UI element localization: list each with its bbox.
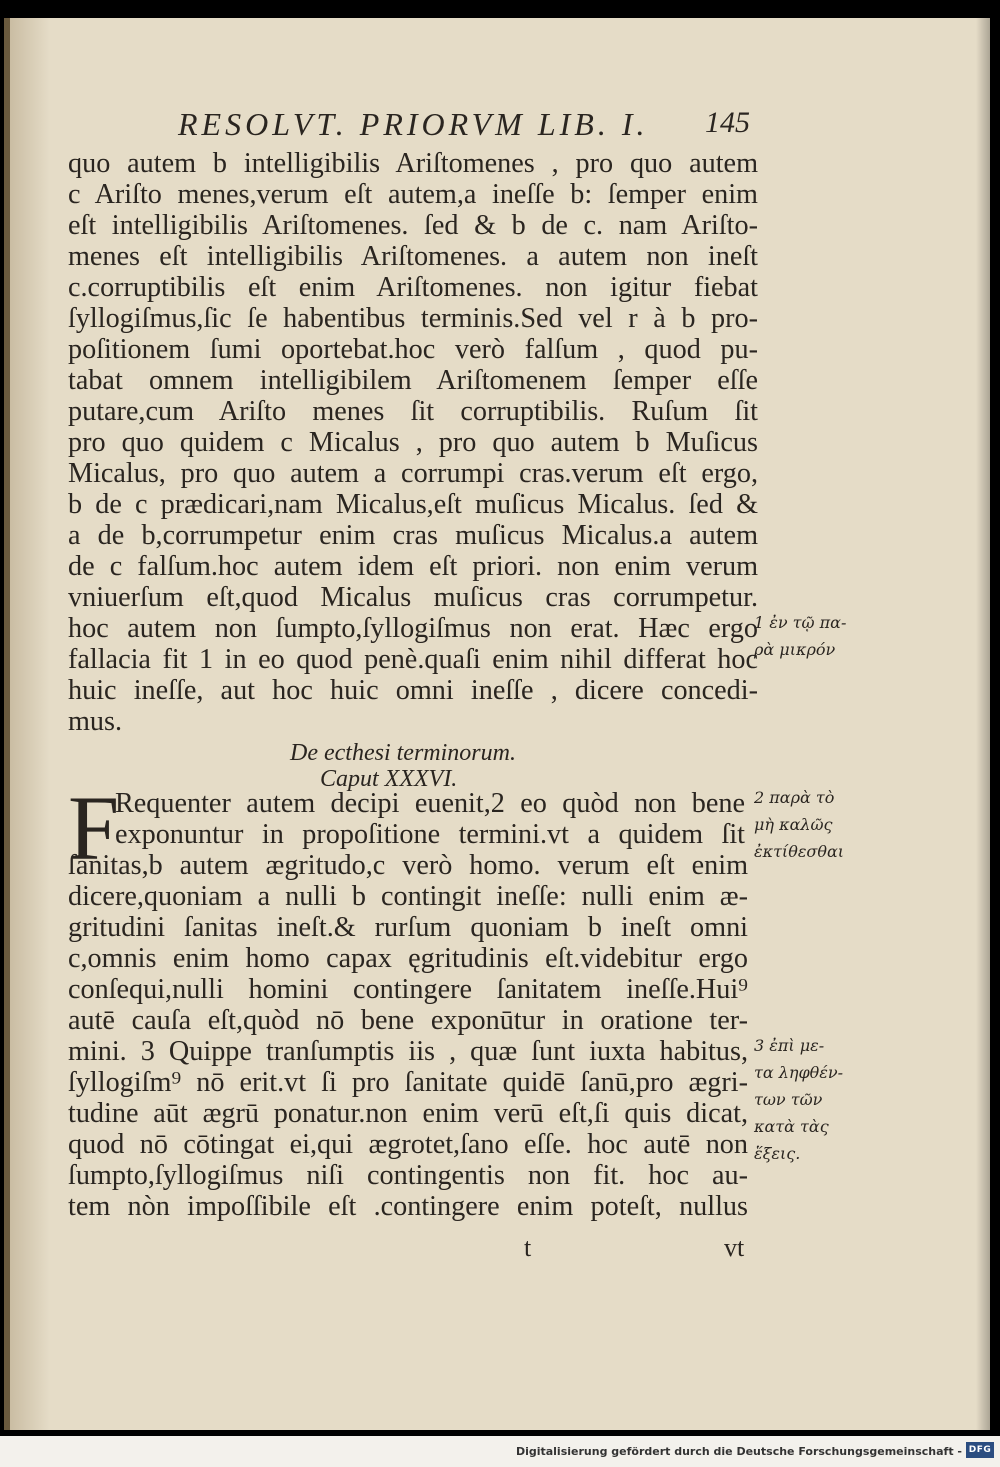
margin-note: κατὰ τὰς bbox=[754, 1117, 829, 1136]
text-line: pro quo quidem c Micalus , pro quo autem b Muſicus bbox=[68, 427, 758, 458]
text-line: huic ineſſe, aut hoc huic omni ineſſe , dicere concedi- bbox=[68, 675, 758, 706]
text-line: ſyllogiſmus,ſic ſe habentibus terminis.Sed vel r à b pro- bbox=[68, 303, 758, 334]
footer-bar bbox=[0, 1436, 1000, 1467]
running-title: RESOLVT. PRIORVM LIB. I. bbox=[178, 106, 649, 142]
text-line: de c falſum.hoc autem idem eſt priori. non enim verum bbox=[68, 551, 758, 582]
text-line: dicere,quoniam a nulli b contingit ineſſe: nulli enim æ- bbox=[68, 881, 748, 912]
text-line: fallacia fit 1 in eo quod penè.quaſi enim nihil differat hoc bbox=[68, 644, 758, 675]
section-title: De ecthesi terminorum. bbox=[290, 740, 516, 766]
text-line: b de c prædicari,nam Micalus,eſt muſicus Micalus. ſed & bbox=[68, 489, 758, 520]
text-line: ſanitas,b autem ægritudo,c verò homo. verum eſt enim bbox=[68, 850, 748, 881]
margin-note: ἐκτίθεσθαι bbox=[754, 842, 845, 861]
text-line: c.corruptibilis eſt enim Ariſtomenes. non igitur fiebat bbox=[68, 272, 758, 303]
text-line: quod nō cōtingat ei,qui ægrotet,ſano eſſe. hoc autē non bbox=[68, 1129, 748, 1160]
margin-note: 1 ἐν τῷ πα- bbox=[754, 613, 847, 632]
text-line: poſitionem ſumi oportebat.hoc verò falſum , quod pu- bbox=[68, 334, 758, 365]
funding-credit: Digitalisierung gefördert durch die Deutsche Forschungsgemeinschaft - bbox=[515, 1445, 962, 1458]
text-line: exponuntur in propoſitione termini.vt a quidem ſit bbox=[115, 819, 745, 850]
text-line: tem nòn impoſſibile eſt .contingere enim poteſt, nullus bbox=[68, 1191, 748, 1222]
margin-note: τα ληφθέν- bbox=[754, 1063, 844, 1082]
drop-cap: F bbox=[68, 777, 120, 879]
text-line: conſequi,nulli homini contingere ſanitatem ineſſe.Hui⁹ bbox=[68, 974, 748, 1005]
dfg-logo: DFG bbox=[966, 1442, 994, 1458]
text-line: c Ariſto menes,verum eſt autem,a ineſſe b: ſemper enim bbox=[68, 179, 758, 210]
margin-note: μὴ καλῶς bbox=[754, 815, 833, 834]
text-line: eſt intelligibilis Ariſtomenes. ſed & b de c. nam Ariſto- bbox=[68, 210, 758, 241]
text-line: putare,cum Ariſto menes ſit corruptibilis. Ruſum ſit bbox=[68, 396, 758, 427]
text-line: gritudini ſanitas ineſt.& rurſum quoniam b ineſt omni bbox=[68, 912, 748, 943]
signature-mark: t bbox=[524, 1233, 532, 1262]
page-number: 145 bbox=[705, 106, 750, 139]
text-line: tudine aūt ægrū ponatur.non enim verū eſt,ſi quis dicat, bbox=[68, 1098, 748, 1129]
text-line: quo autem b intelligibilis Ariſtomenes , pro quo autem bbox=[68, 148, 758, 179]
catchword: vt bbox=[724, 1233, 745, 1262]
text-line: autē cauſa eſt,quòd nō bene exponūtur in oratione ter- bbox=[68, 1005, 748, 1036]
book-page bbox=[4, 18, 990, 1430]
text-line: ſumpto,ſyllogiſmus niſi contingentis non fit. hoc au- bbox=[68, 1160, 748, 1191]
chapter-heading: Caput XXXVI. bbox=[320, 766, 458, 792]
margin-note: 3 ἐπὶ με- bbox=[754, 1036, 825, 1055]
text-line: vniuerſum eſt,quod Micalus muſicus cras corrumpetur. bbox=[68, 582, 758, 613]
margin-note: των τῶν bbox=[754, 1090, 823, 1109]
text-line: menes eſt intelligibilis Ariſtomenes. a autem non ineſt bbox=[68, 241, 758, 272]
text-line: ſyllogiſm⁹ nō erit.vt ſi pro ſanitate quidē ſanū,pro ægri- bbox=[68, 1067, 748, 1098]
text-line: mus. bbox=[68, 706, 123, 737]
text-line: c,omnis enim homo capax ęgritudinis eſt.videbitur ergo bbox=[68, 943, 748, 974]
margin-note: ρὰ μικρόν bbox=[754, 640, 836, 659]
text-line: a de b,corrumpetur enim cras muſicus Micalus.a autem bbox=[68, 520, 758, 551]
text-line: mini. 3 Quippe tranſumptis iis , quæ ſunt iuxta habitus, bbox=[68, 1036, 748, 1067]
text-line: Micalus, pro quo autem a corrumpi cras.verum eſt ergo, bbox=[68, 458, 758, 489]
text-line: tabat omnem intelligibilem Ariſtomenem ſemper eſſe bbox=[68, 365, 758, 396]
text-line: Requenter autem decipi euenit,2 eo quòd non bene bbox=[115, 788, 745, 819]
margin-note: ἕξεις. bbox=[754, 1144, 801, 1163]
text-line: hoc autem non ſumpto,ſyllogiſmus non erat. Hæc ergo bbox=[68, 613, 758, 644]
margin-note: 2 παρὰ τὸ bbox=[754, 788, 835, 807]
